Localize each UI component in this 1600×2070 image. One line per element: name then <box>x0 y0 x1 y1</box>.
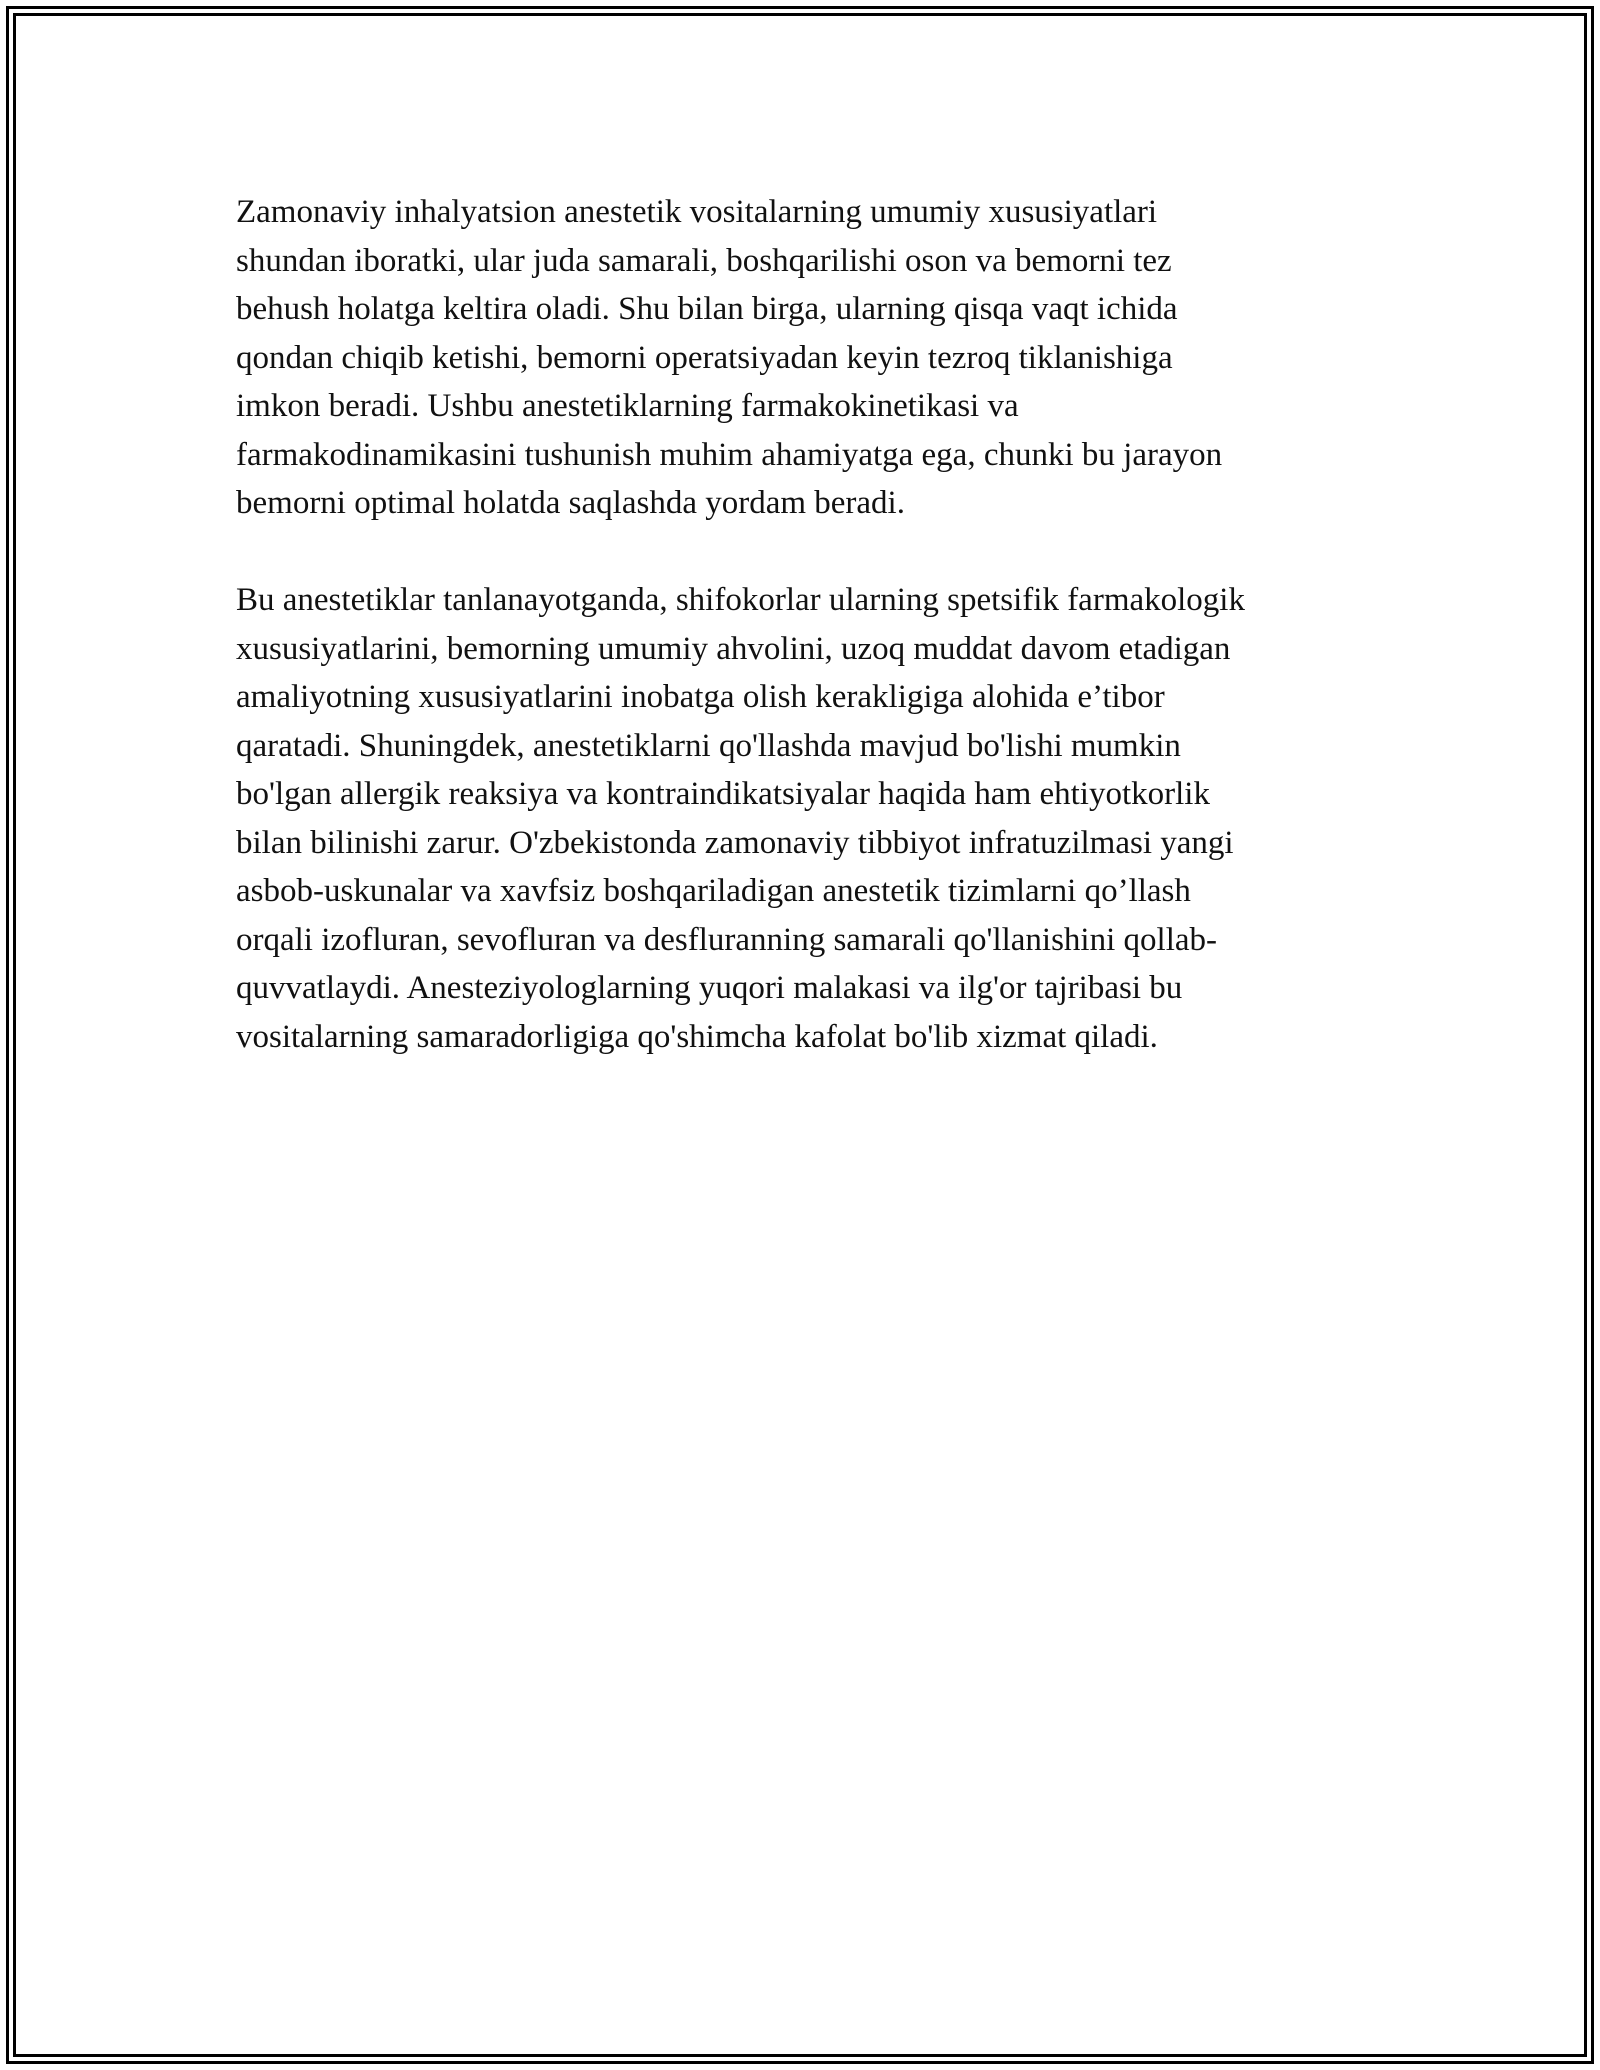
paragraph-1: Zamonaviy inhalyatsion anestetik vositalarning umumiy xususiyatlari shundan iboratki, ular juda samarali, boshqarilishi oson va bemorni tez behush holatga keltira oladi. Shu bilan birga, ularning qisqa vaqt ichida qondan chiqib ketishi, bemorni operatsiyadan keyin tezroq tiklanishiga imkon beradi. Ushbu anestetiklarning farmakokinetikasi va farmakodinamikasini tushunish muhim ahamiyatga ega, chunki bu jarayon bemorni optimal holatda saqlashda yordam beradi. <box>236 194 1223 521</box>
document-body <box>236 188 1366 1061</box>
paragraph-2: Bu anestetiklar tanlanayotganda, shifokorlar ularning spetsifik farmakologik xususiyatlarini, bemorning umumiy ahvolini, uzoq muddat davom etadigan amaliyotning xususiyatlarini inobatga olish kerakligiga alohida e’tibor qaratadi. Shuningdek, anestetiklarni qo'llashda mavjud bo'lishi mumkin bo'lgan allergik reaksiya va kontraindikatsiyalar haqida ham ehtiyotkorlik bilan bilinishi zarur. O'zbekistonda zamonaviy tibbiyot infratuzilmasi yangi asbob-uskunalar va xavfsiz boshqariladigan anestetik tizimlarni qo’llash orqali izofluran, sevofluran va desfluranning samarali qo'llanishini qollab- quvvatlaydi. Anesteziyologlarning yuqori malakasi va ilg'or tajribasi bu vositalarning samaradorligiga qo'shimcha kafolat bo'lib xizmat qiladi. <box>236 582 1245 1055</box>
